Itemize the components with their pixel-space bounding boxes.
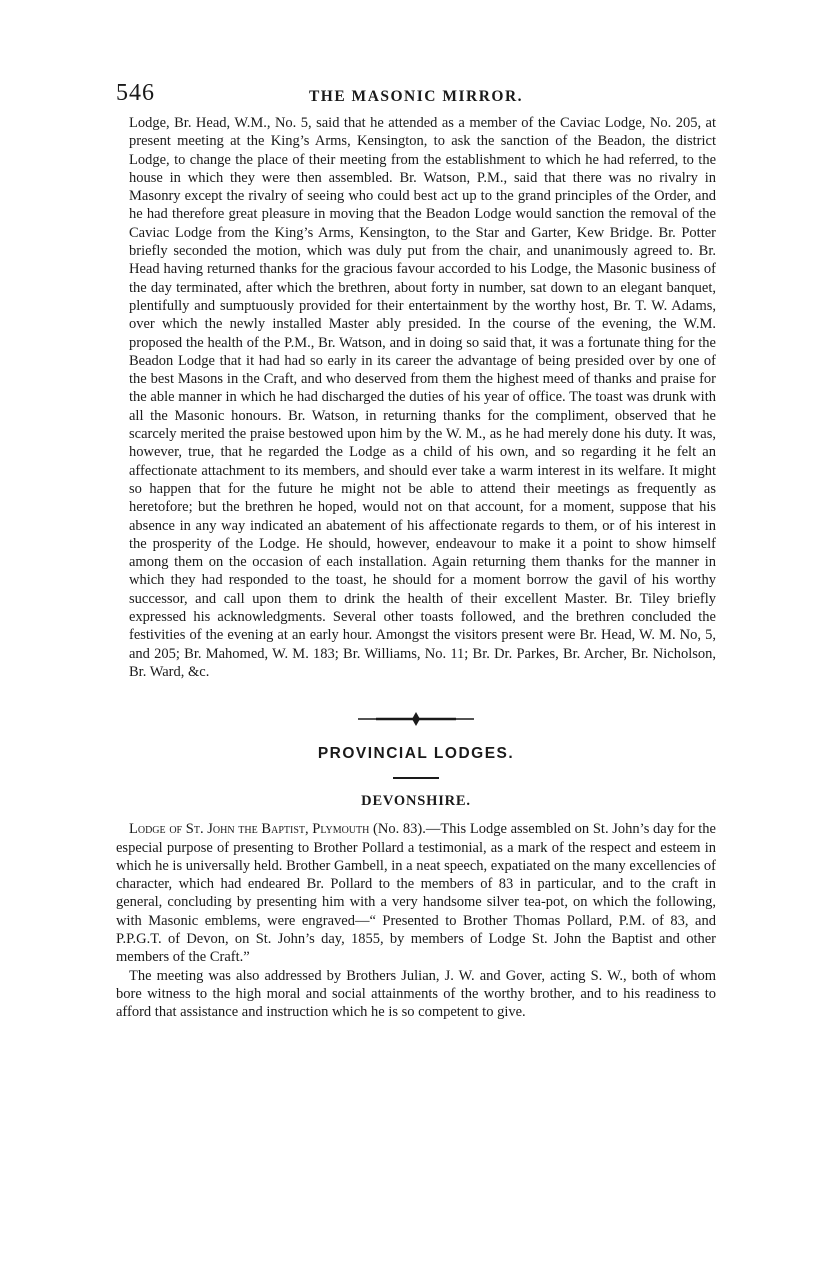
- lodge-report-paragraph: Lodge, Br. Head, W.M., No. 5, said that he attended as a member of the Caviac Lodge, No. 205, at present meeting at the King’s Arms, Kensington, to ask the sanction of the Beadon, the district Lodge, to change the place of their meeting from the establishment to which he had referred, to the house in which they were then assembled. Br. Watson, P.M., said that there was no rivalry in Masonry except the rivalry of seeing who could best act up to the grand principles of the Order, and he had therefore great pleasure in moving that the Beadon Lodge would sanction the removal of the Caviac Lodge from the King’s Arms, Kensington, to the Star and Garter, Kew Bridge. Br. Potter briefly seconded the motion, which was duly put from the chair, and unanimously agreed to. Br. Head having returned thanks for the gracious favour accorded to his Lodge, the Masonic business of the day terminated, after which the brethren, about forty in number, sat down to an elegant banquet, plentifully and sumptuously provided for their entertainment by the worthy host, Br. T. W. Adams, over which the newly installed Master ably presided. In the course of the evening, the W.M. proposed the health of the P.M., Br. Watson, and in doing so said that, it was a fortunate thing for the Beadon Lodge that it had had so early in its career the advantage of being presided over by one of the best Masons in the Craft, and who deserved from them the highest meed of thanks and praise for the able manner in which he had discharged the duties of his year of office. The toast was drunk with all the Masonic honours. Br. Watson, in returning thanks for the compliment, observed that he scarcely merited the praise bestowed upon him by the W. M., as he had merely done his duty. It was, however, true, that he regarded the Lodge as a child of his own, and so regarding it he felt an affectionate attachment to its members, and should ever take a warm interest in its welfare. It might so happen that for the future he might not be able to attend their meetings as frequently as heretofore; but the brethren he hoped, would not on that account, for a moment, suppose that his absence in any way indicated an abatement of his affectionate regards to them, or of his interest in the prosperity of the Lodge. He should, however, endeavour to make it a point to show himself among them on the occasion of each installation. Again returning them thanks for the manner in which they had responded to the toast, he should for a moment borrow the gavil of his worthy successor, and call upon them to drink the health of their excellent Master. Br. Tiley briefly expressed his acknowledgments. Several other toasts followed, and the brethren concluded the festivities of the evening at an early hour. Amongst the visitors present were Br. Head, W. M. No, 5, and 205; Br. Mahomed, W. M. 183; Br. Williams, No. 11; Br. Dr. Parkes, Br. Archer, Br. Nicholson, Br. Ward, &c.: [129, 115, 716, 680]
- plymouth-lodge-text: (No. 83).—This Lodge assembled on St. John’s day for the especial purpose of presenting to Brother Pollard a testimonial, as a mark of the respect and esteem in which he is universally held. Brother Gambell, in a neat speech, expatiated on the many excellencies of character, which had endeared Br. Pollard to the members of 83 in particular, and to the craft in general, concluding by presenting him with a very handsome silver tea-pot, on which the following, with Masonic emblems, were engraved—“ Presented to Brother Thomas Pollard, P.M. of 83, and P.P.G.T. of Devon, on St. John’s day, 1855, by members of Lodge St. John the Baptist and other members of the Craft.”: [116, 821, 716, 966]
- lodge-name: Lodge of St. John the Baptist, Plymouth: [129, 821, 370, 838]
- diamond-rule-ornament-icon: [356, 711, 476, 727]
- running-head: [116, 80, 716, 114]
- county-heading: DEVONSHIRE.: [361, 793, 471, 810]
- page-number: 546: [116, 80, 155, 106]
- meeting-paragraph: The meeting was also addressed by Brothers Julian, J. W. and Gover, acting S. W., both of whom bore witness to the high moral and social attainments of the worthy brother, and to his readiness to afford that assistance and instruction which he is so competent to give.: [116, 967, 716, 1021]
- plymouth-lodge-paragraph: [116, 820, 716, 966]
- heading-rule: [393, 777, 439, 779]
- journal-title: THE MASONIC MIRROR.: [308, 88, 524, 105]
- page: [116, 80, 716, 1021]
- section-heading: PROVINCIAL LODGES.: [317, 745, 515, 763]
